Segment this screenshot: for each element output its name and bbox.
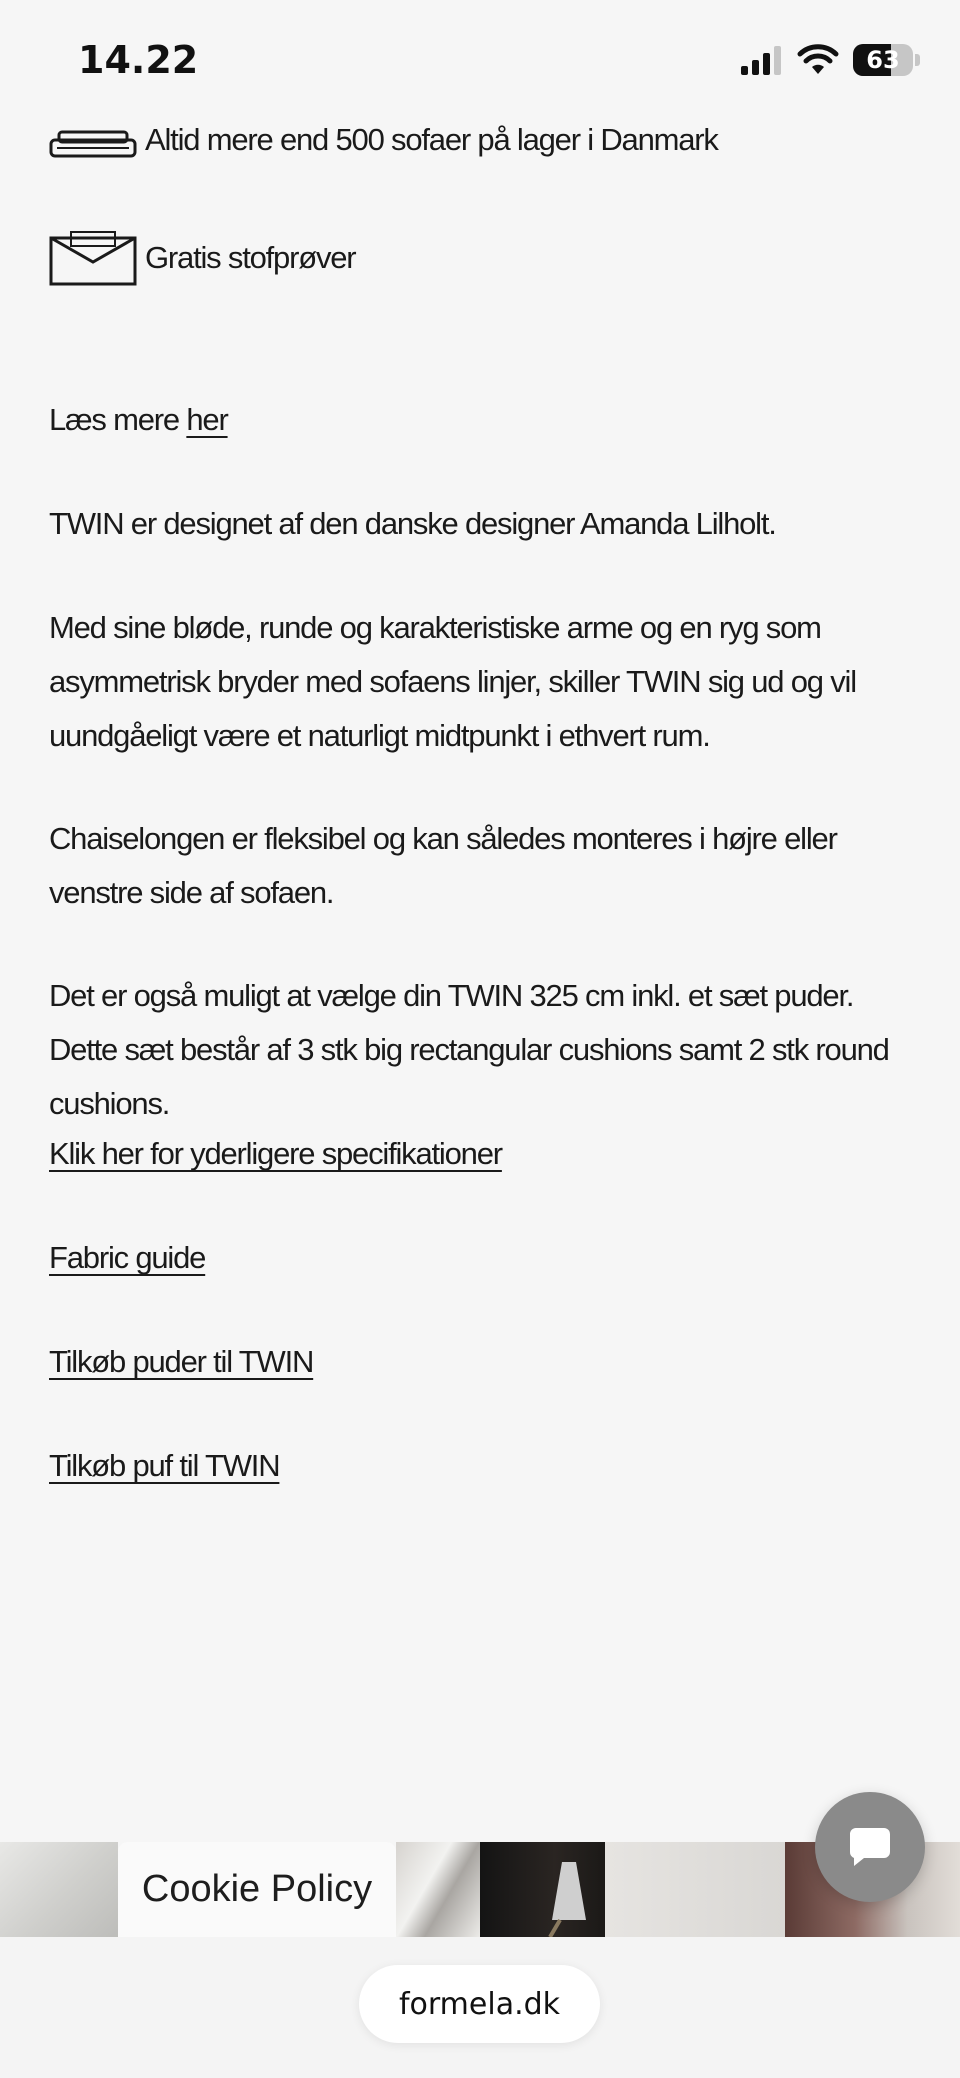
buy-pouf-link-row: [49, 1439, 909, 1493]
battery-level: 63: [866, 46, 900, 74]
lamp-icon: [540, 1860, 590, 1937]
wifi-icon: [797, 44, 839, 76]
sofa-icon: [49, 112, 137, 168]
buy-cushions-link[interactable]: Tilkøb puder til TWIN: [49, 1344, 314, 1379]
strip-image: [396, 1842, 480, 1937]
fabric-guide-link-row: [49, 1231, 909, 1285]
feature-stock: [49, 112, 718, 168]
buy-pouf-link[interactable]: Tilkøb puf til TWIN: [49, 1448, 280, 1483]
status-bar: [0, 0, 960, 120]
paragraph-description: Med sine bløde, runde og karakteristiske arme og en ryg som asymmetrisk bryder med sofaens linjer, skiller TWIN sig ud og vil uundgåeligt være et naturligt midtpunkt i ethvert rum.: [49, 610, 856, 753]
specifications-link[interactable]: Klik her for yderligere specifikationer: [49, 1136, 502, 1171]
feature-stock-text: Altid mere end 500 sofaer på lager i Danmark: [145, 122, 718, 157]
cookie-policy-tab[interactable]: Cookie Policy: [118, 1842, 396, 1937]
url-bar[interactable]: formela.dk: [359, 1965, 600, 2043]
envelope-icon: [49, 230, 137, 286]
buy-cushions-link-row: [49, 1335, 909, 1389]
status-icons: [739, 44, 920, 76]
feature-samples: [49, 230, 355, 286]
cellular-signal-icon: [739, 44, 783, 76]
strip-image: [480, 1842, 605, 1937]
paragraph-cushions: Det er også muligt at vælge din TWIN 325 cm inkl. et sæt puder. Dette sæt består af 3 stk big rectangular cushions samt 2 stk round cushions.: [49, 978, 889, 1121]
read-more: [49, 393, 909, 447]
battery-cap: [915, 54, 920, 66]
specifications-link-row: [49, 1127, 909, 1181]
read-more-prefix: Læs mere: [49, 402, 187, 437]
chat-icon: [848, 1826, 892, 1868]
battery-icon: [853, 44, 913, 76]
fabric-guide-link[interactable]: Fabric guide: [49, 1240, 206, 1275]
paragraph-designer: TWIN er designet af den danske designer Amanda Lilholt.: [49, 506, 776, 541]
chat-button[interactable]: [815, 1792, 925, 1902]
strip-image: [0, 1842, 118, 1937]
feature-samples-text: Gratis stofprøver: [145, 240, 356, 275]
strip-image: [605, 1842, 785, 1937]
status-time: 14.22: [78, 38, 199, 82]
read-more-link[interactable]: her: [186, 402, 228, 437]
paragraph-chaiselong: Chaiselongen er fleksibel og kan således monteres i højre eller venstre side af sofaen.: [49, 821, 837, 910]
